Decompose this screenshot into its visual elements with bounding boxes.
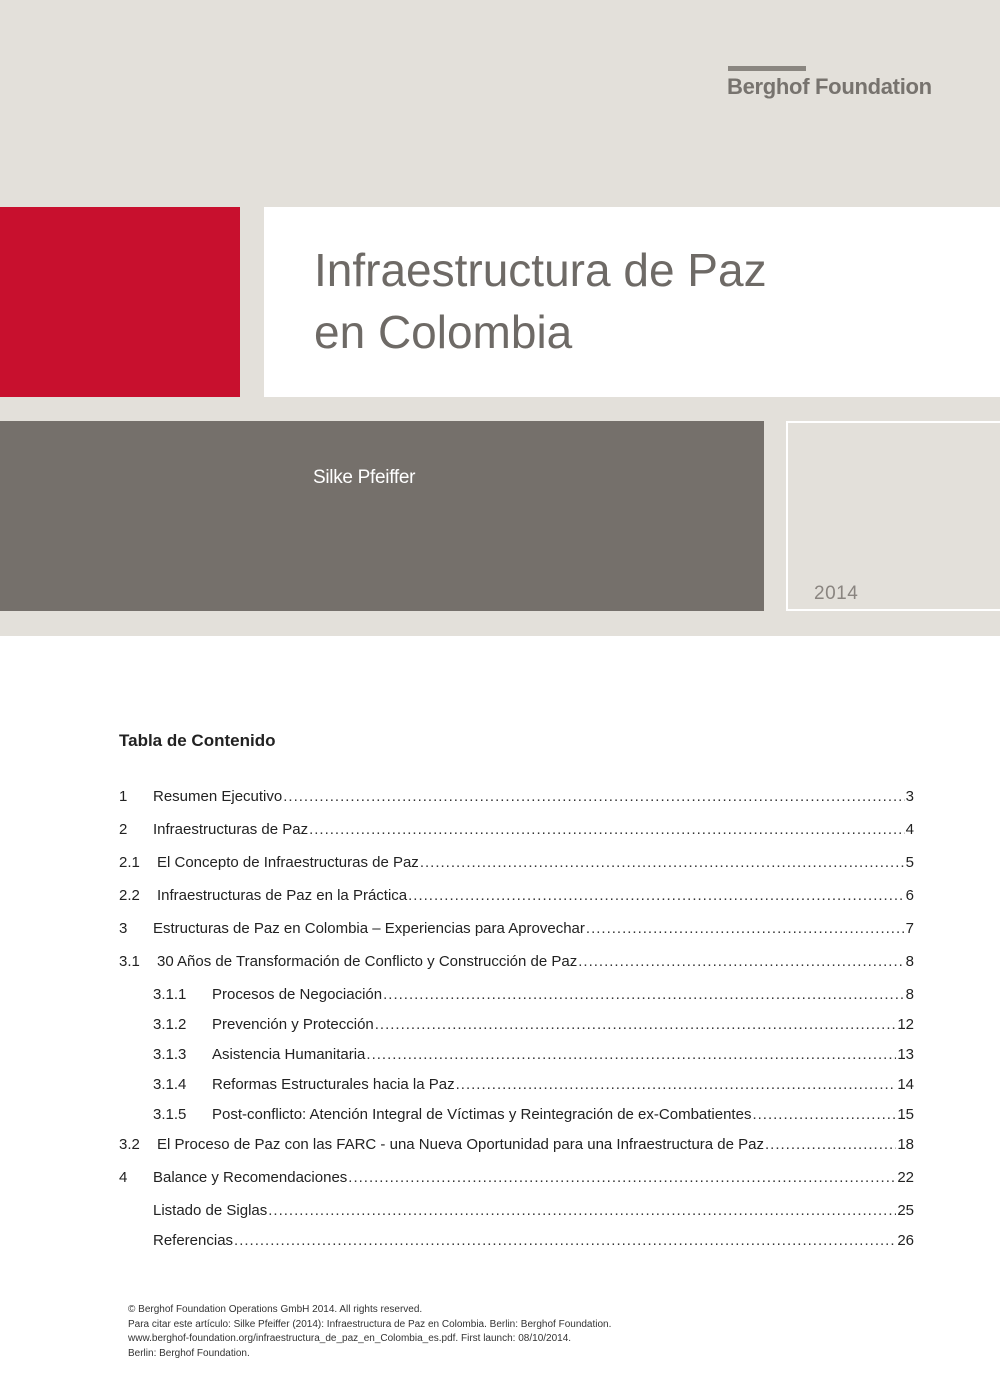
toc-entry-number: 1 — [119, 788, 128, 805]
toc-entry-page: 14 — [897, 1076, 914, 1093]
publication-year: 2014 — [814, 583, 859, 604]
toc-dot-leader — [283, 788, 904, 805]
title-line-2: en Colombia — [314, 306, 573, 358]
red-accent-block — [0, 207, 240, 397]
toc-entry-title: Reformas Estructurales hacia la Paz — [212, 1076, 455, 1093]
toc-entry-page: 8 — [905, 986, 914, 1003]
toc-entry-page: 3 — [905, 788, 914, 805]
toc-dot-leader — [375, 1016, 897, 1033]
toc-entry-title: Listado de Siglas — [153, 1202, 268, 1219]
toc-entry-title: 30 Años de Transformación de Conflicto y Construcción de Paz — [157, 953, 578, 970]
toc-entry-title: Asistencia Humanitaria — [212, 1046, 366, 1063]
toc-dot-leader — [348, 1169, 896, 1186]
toc-entry-page: 26 — [897, 1232, 914, 1249]
brand-logo: Berghof Foundation — [727, 74, 932, 99]
title-box — [264, 207, 1000, 397]
toc-entry-title: Estructuras de Paz en Colombia – Experiencias para Aprovechar — [153, 920, 585, 937]
toc-entry-title: Infraestructuras de Paz — [153, 821, 309, 838]
toc-entry-page: 7 — [905, 920, 914, 937]
title-line-1: Infraestructura de Paz — [314, 244, 767, 296]
document-title — [314, 239, 767, 363]
toc-entry-number: 2.2 — [119, 887, 140, 904]
toc-entry-title: Procesos de Negociación — [212, 986, 383, 1003]
toc-entry-number: 3.2 — [119, 1136, 140, 1153]
toc-heading: Tabla de Contenido — [119, 731, 276, 750]
toc-entry-number: 3.1.1 — [153, 986, 187, 1003]
footer-line-2: Para citar este artículo: Silke Pfeiffer (2014): Infraestructura de Paz en Colombia. Berlin: Berghof Foundation. — [128, 1318, 612, 1330]
cover-band — [0, 0, 1000, 636]
toc-entry-page: 18 — [897, 1136, 914, 1153]
toc-dot-leader — [383, 986, 905, 1003]
toc-entry-number: 3 — [119, 920, 128, 937]
footer-line-3: www.berghof-foundation.org/infraestructura_de_paz_en_Colombia_es.pdf. First launch: 08/10/2014. — [128, 1333, 572, 1344]
toc-entry-page: 22 — [897, 1169, 914, 1186]
toc-entry-number: 2 — [119, 821, 128, 838]
toc-entry-number: 4 — [119, 1169, 128, 1186]
footer-line-4: Berlin: Berghof Foundation. — [128, 1347, 250, 1359]
toc-dot-leader — [408, 887, 905, 904]
toc-entry-page: 6 — [905, 887, 914, 904]
toc-entry[interactable] — [119, 854, 914, 876]
toc-dot-leader — [456, 1076, 897, 1093]
toc-entry-title: Prevención y Protección — [212, 1016, 374, 1033]
toc-entry-page: 4 — [905, 821, 914, 838]
toc-entry[interactable] — [119, 1136, 914, 1158]
toc-entry[interactable] — [119, 953, 914, 975]
toc-entry-number: 3.1.2 — [153, 1016, 187, 1033]
toc-entry[interactable] — [119, 1169, 914, 1191]
toc-entry-number: 2.1 — [119, 854, 140, 871]
toc-entry-page: 25 — [897, 1202, 914, 1219]
toc-entry[interactable] — [119, 821, 914, 843]
toc-entry-number: 3.1.5 — [153, 1106, 187, 1123]
toc-entry[interactable] — [119, 1106, 914, 1128]
toc-entry[interactable] — [119, 887, 914, 909]
toc-entry-title: Resumen Ejecutivo — [153, 788, 283, 805]
toc-dot-leader — [366, 1046, 896, 1063]
toc-entry-title: El Proceso de Paz con las FARC - una Nueva Oportunidad para una Infraestructura de Paz — [157, 1136, 765, 1153]
toc-entry-title: Infraestructuras de Paz en la Práctica — [157, 887, 408, 904]
toc-entry-title: Balance y Recomendaciones — [153, 1169, 348, 1186]
toc-entry[interactable] — [119, 1202, 914, 1224]
toc-entry-title: Referencias — [153, 1232, 234, 1249]
toc-entry[interactable] — [119, 920, 914, 942]
toc-entry[interactable] — [119, 1016, 914, 1038]
logo-bar-graphic — [728, 66, 806, 71]
toc-dot-leader — [309, 821, 905, 838]
toc-entry[interactable] — [119, 1046, 914, 1068]
toc-dot-leader — [268, 1202, 896, 1219]
toc-dot-leader — [578, 953, 904, 970]
toc-dot-leader — [234, 1232, 896, 1249]
toc-dot-leader — [765, 1136, 896, 1153]
year-box — [786, 421, 1000, 611]
toc-entry-page: 5 — [905, 854, 914, 871]
toc-entry-page: 15 — [897, 1106, 914, 1123]
toc-dot-leader — [420, 854, 905, 871]
toc-entry-number: 3.1.3 — [153, 1046, 187, 1063]
footer-copyright — [128, 1303, 611, 1361]
toc-entry[interactable] — [119, 1232, 914, 1254]
toc-dot-leader — [752, 1106, 896, 1123]
toc-entry[interactable] — [119, 1076, 914, 1098]
toc-entry-page: 13 — [897, 1046, 914, 1063]
toc-entry-title: El Concepto de Infraestructuras de Paz — [157, 854, 419, 871]
toc-dot-leader — [586, 920, 905, 937]
toc-entry-page: 8 — [905, 953, 914, 970]
toc-entry[interactable] — [119, 986, 914, 1008]
author-box — [0, 421, 764, 611]
author-name: Silke Pfeiffer — [313, 467, 416, 488]
toc-entry[interactable] — [119, 788, 914, 810]
toc-entry-number: 3.1.4 — [153, 1076, 187, 1093]
toc-entry-number: 3.1 — [119, 953, 140, 970]
toc-entry-title: Post-conflicto: Atención Integral de Víctimas y Reintegración de ex-Combatientes — [212, 1106, 752, 1123]
toc-entry-page: 12 — [897, 1016, 914, 1033]
footer-line-1: © Berghof Foundation Operations GmbH 2014. All rights reserved. — [128, 1304, 423, 1315]
